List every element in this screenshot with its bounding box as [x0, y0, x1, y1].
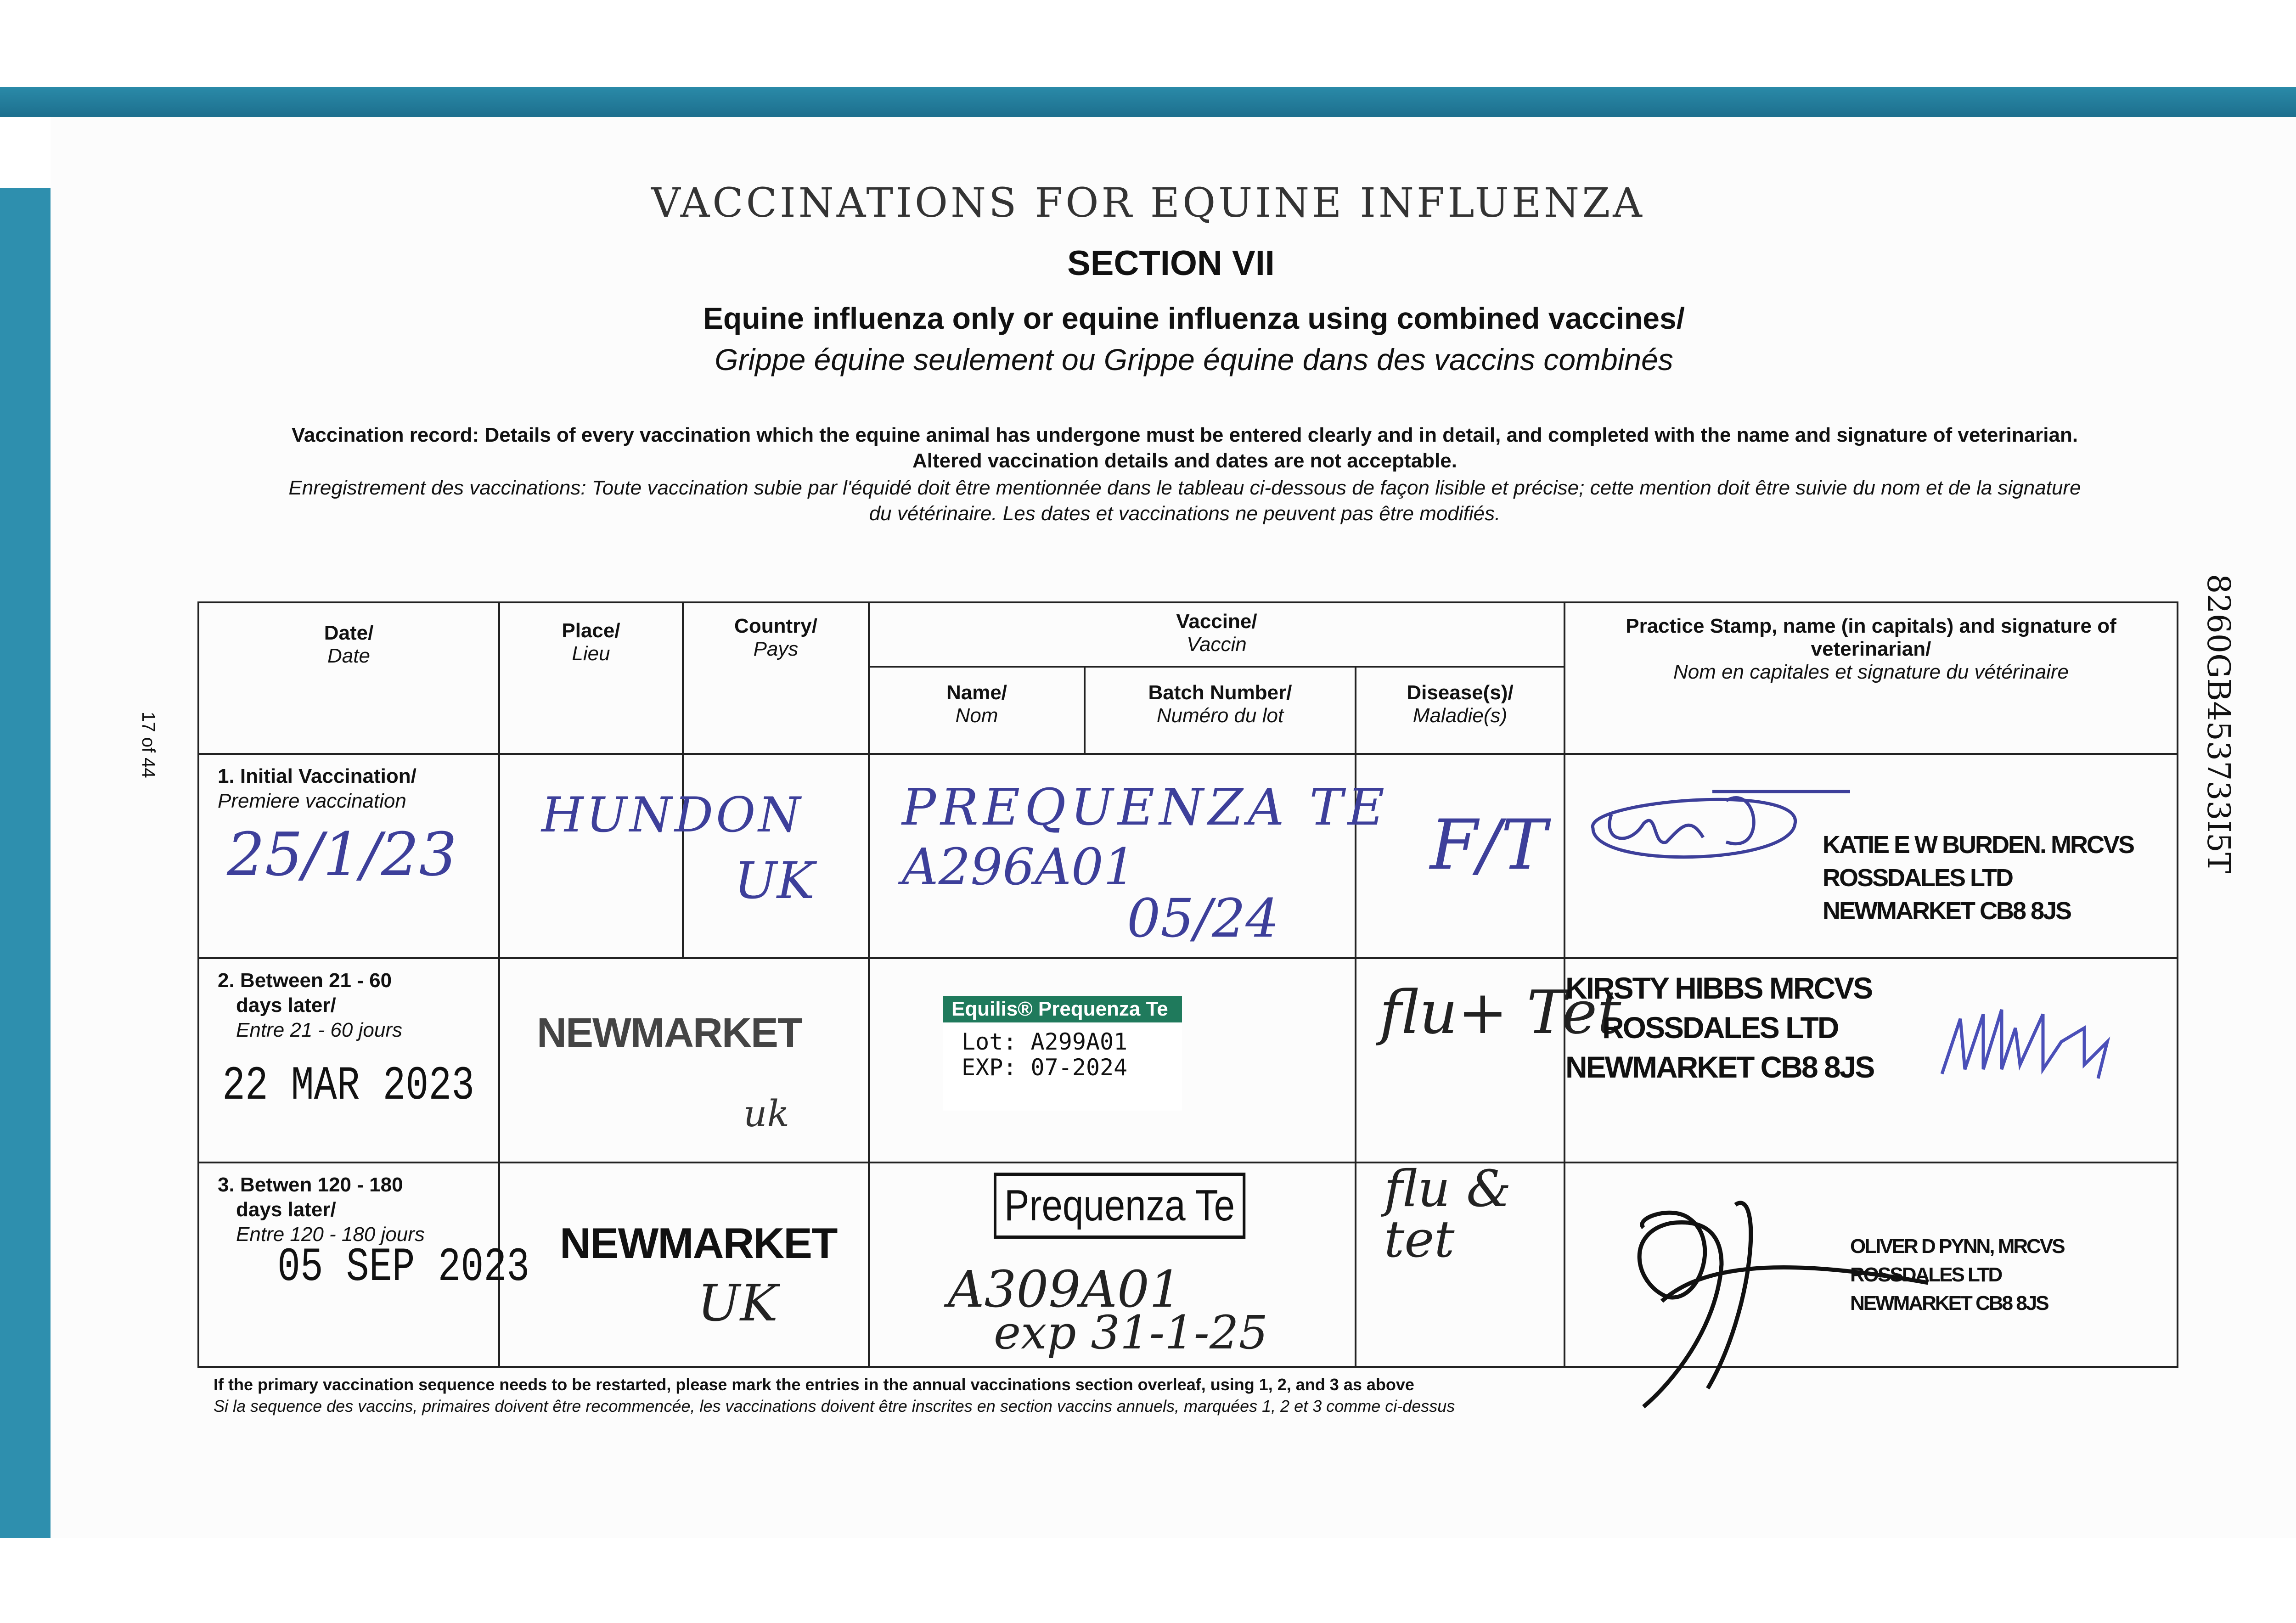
table-row: [198, 958, 2178, 1162]
instructions-fr-line: Enregistrement des vaccinations: Toute vaccination subie par l'équidé doit être mentionnée dans le tableau ci-dessous de façon lisible et précise; cette mention doit être suivie du nom et de la signature: [288, 477, 2081, 499]
vet-address: NEWMARKET CB8 8JS: [1565, 1050, 1874, 1084]
stamped-date: 22 MAR 2023: [222, 1059, 475, 1113]
vet-cell: [1564, 1162, 2178, 1367]
place-country-cell: [499, 958, 869, 1162]
serial-number: 8260GB453733I5T: [2200, 574, 2236, 874]
stamped-place: NEWMARKET: [560, 1219, 837, 1267]
row-label: 1. Initial Vaccination/: [218, 765, 416, 787]
disease-cell: [1356, 958, 1621, 1162]
top-blue-band: [0, 87, 2296, 117]
handwritten-country: UK: [698, 1274, 778, 1332]
instructions-fr: [197, 475, 2172, 527]
header-disease: Disease(s)/ Maladie(s): [1356, 667, 1564, 754]
signature: [1933, 1000, 2144, 1083]
footnote-fr: Si la sequence des vaccins, primaires doivent être recommencée, les vaccinations doivent être inscrites en section vaccins annuels, marquées 1, 2 et 3 comme ci-dessus: [214, 1397, 1455, 1415]
vaccination-table: [197, 601, 2178, 1368]
page-number: 17 of 44: [138, 712, 158, 778]
instructions-fr-line: du vétérinaire. Les dates et vaccinations ne peuvent pas être modifiés.: [869, 502, 1501, 525]
vet-name: KIRSTY HIBBS MRCVS: [1565, 971, 1872, 1005]
sticker-brand: Equilis® Prequenza Te: [943, 996, 1182, 1022]
vet-practice: ROSSDALES LTD: [1823, 864, 2013, 892]
header-vet: Practice Stamp, name (in capitals) and signature of veterinarian/ Nom en capitales et signature du vétérinaire: [1564, 602, 2178, 754]
exp-label: EXP:: [962, 1054, 1017, 1081]
country-cell: [683, 754, 869, 958]
vet-address: NEWMARKET CB8 8JS: [1823, 897, 2071, 925]
handwritten-date: 25/1/23: [227, 820, 457, 889]
vet-cell: [1564, 754, 2178, 958]
vet-practice: ROSSDALES LTD: [1850, 1264, 2002, 1286]
table-row: [198, 1162, 2178, 1367]
section-heading: SECTION VII: [1067, 244, 1275, 283]
lot-value: A299A01: [1030, 1028, 1128, 1055]
page-title: VACCINATIONS FOR EQUINE INFLUENZA: [651, 179, 1645, 226]
vet-name: KATIE E W BURDEN. MRCVS: [1823, 831, 2134, 859]
vet-name: OLIVER D PYNN, MRCVS: [1850, 1235, 2064, 1258]
vet-stamp: [1850, 1232, 2064, 1318]
handwritten-country: UK: [734, 851, 815, 910]
handwritten-expiry: 05/24: [1127, 888, 1279, 949]
handwritten-expiry: exp 31-1-25: [994, 1306, 1268, 1359]
header-country: Country/ Pays: [683, 602, 869, 754]
name-batch-cell: [869, 754, 1390, 958]
subtitle-fr: Grippe équine seulement ou Grippe équine dans des vaccins combinés: [715, 343, 1673, 376]
handwritten-vaccine-name: PREQUENZA TE: [902, 778, 1390, 837]
vet-practice: ROSSDALES LTD: [1602, 1011, 1838, 1045]
place-country-cell: [499, 1162, 869, 1367]
instructions-en: [197, 422, 2172, 474]
handwritten-disease: flu & tet: [1384, 1159, 1512, 1269]
row-date-cell: [198, 958, 499, 1162]
stamped-date: 05 SEP 2023: [277, 1241, 530, 1295]
row-date-cell: [198, 754, 499, 958]
table-row: [198, 754, 2178, 958]
header-place: Place/ Lieu: [499, 602, 683, 754]
row-label: 2. Between 21 - 60: [218, 969, 392, 992]
stamped-vaccine-name: Prequenza Te: [994, 1173, 1245, 1239]
exp-value: 07-2024: [1030, 1054, 1128, 1081]
disease-cell: [1356, 1159, 1564, 1367]
footnote-en: If the primary vaccination sequence needs to be restarted, please mark the entries in the annual vaccinations section overleaf, using 1, 2, and 3 as above: [214, 1375, 1414, 1394]
left-blue-band: [0, 188, 51, 1538]
signature: [1575, 773, 1850, 893]
handwritten-disease: flu+ Tet: [1379, 977, 1621, 1047]
row-label-fr: Entre 21 - 60 jours: [236, 1019, 402, 1041]
vaccine-sticker: [943, 996, 1182, 1111]
vet-stamp: [1823, 828, 2133, 927]
instructions-en-line: Altered vaccination details and dates are not acceptable.: [912, 449, 1457, 472]
row-date-cell: [198, 1162, 530, 1367]
row-label-fr: Premiere vaccination: [218, 790, 406, 812]
header-name: Name/ Nom: [869, 667, 1085, 754]
row-label-fr: Entre 120 - 180 jours: [236, 1223, 425, 1246]
vet-cell: [1564, 958, 2178, 1162]
header-date: Date/ Date: [198, 602, 499, 754]
vet-address: NEWMARKET CB8 8JS: [1850, 1292, 2048, 1314]
row-label: days later/: [236, 1198, 336, 1221]
handwritten-batch: A296A01: [902, 837, 1136, 896]
header-batch: Batch Number/ Numéro du lot: [1085, 667, 1356, 754]
header-vaccine: Vaccine/ Vaccin: [869, 602, 1564, 667]
subtitle-en: Equine influenza only or equine influenza using combined vaccines/: [703, 301, 1685, 335]
handwritten-country: uk: [743, 1092, 789, 1135]
vaccine-label-cell: [869, 958, 1356, 1162]
vet-stamp: [1565, 968, 1874, 1087]
name-batch-cell: [869, 1162, 1356, 1367]
disease-cell: [1356, 754, 1564, 958]
stamped-place: NEWMARKET: [537, 1010, 802, 1056]
lot-label: Lot:: [962, 1028, 1017, 1055]
instructions-en-line: Vaccination record: Details of every vaccination which the equine animal has undergone must be entered clearly and in detail, and completed with the name and signature of veterinarian.: [291, 424, 2078, 446]
handwritten-place: HUNDON: [541, 787, 804, 843]
handwritten-batch: A309A01: [948, 1260, 1182, 1319]
row-label: days later/: [236, 994, 336, 1016]
row-label: 3. Betwen 120 - 180: [218, 1174, 403, 1196]
handwritten-disease: F/T: [1430, 805, 1547, 885]
